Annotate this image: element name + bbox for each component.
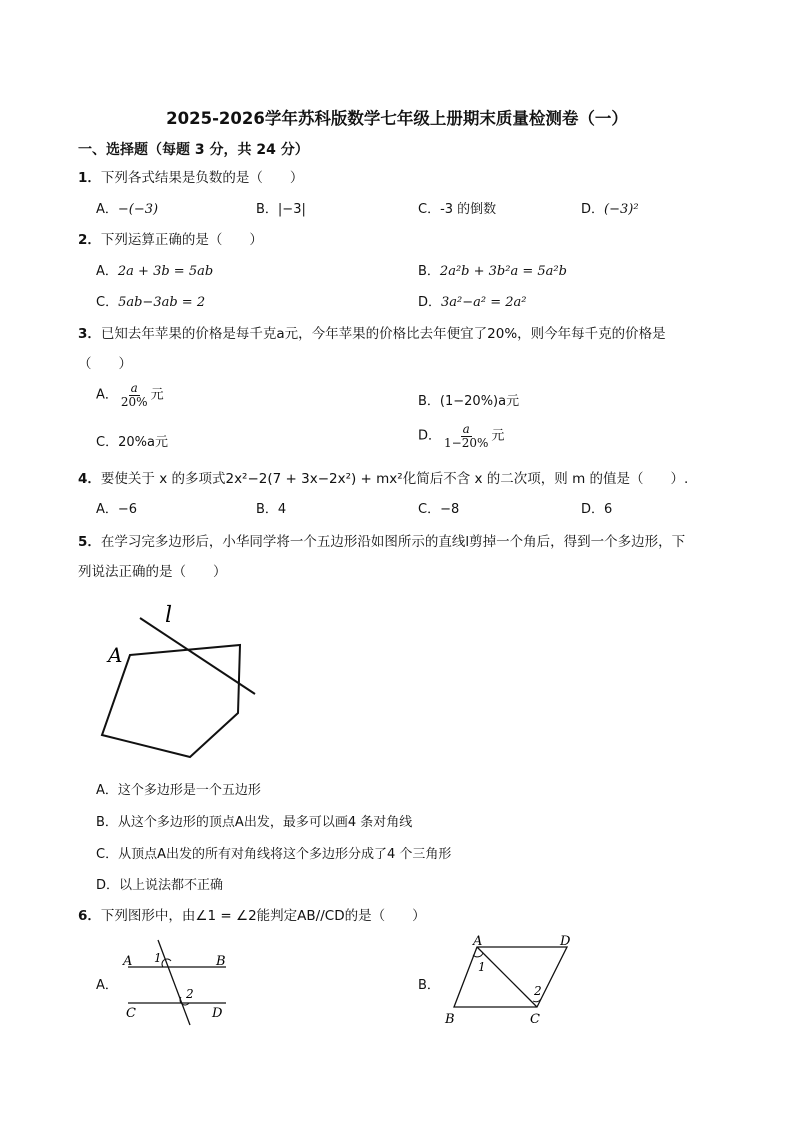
option-d: D．3a²−a² = 2a² bbox=[418, 295, 527, 310]
svg-text:A: A bbox=[123, 954, 133, 969]
svg-text:D: D bbox=[560, 934, 571, 949]
option-d: D． $\frac{a}{1-20\%}$ 元 bbox=[418, 422, 505, 450]
option-b: B．(1−20%)a元 bbox=[418, 394, 520, 409]
option-b: B．|−3| bbox=[256, 202, 306, 217]
question-text: 已知去年苹果的价格是每千克a元，今年苹果的价格比去年便宜了20%，则今年每千克的价格是 bbox=[100, 326, 666, 342]
svg-text:2: 2 bbox=[534, 984, 542, 998]
option-a: A．2a + 3b = 5ab bbox=[96, 264, 214, 279]
option-b: B． bbox=[418, 978, 440, 993]
option-a: A． bbox=[96, 978, 118, 993]
option-c: C．20%a元 bbox=[96, 435, 168, 450]
page-title: 2025-2026学年苏科版数学七年级上册期末质量检测卷（一） bbox=[166, 109, 628, 128]
option-a: A．−6 bbox=[96, 502, 138, 517]
line-label: l bbox=[165, 603, 173, 628]
question-5-continued: 列说法正确的是（ ） bbox=[78, 564, 227, 580]
section-heading: 一、选择题（每题 3 分，共 24 分） bbox=[78, 142, 309, 158]
option-c: C．5ab−3ab = 2 bbox=[96, 295, 206, 310]
question-6 bbox=[78, 904, 426, 924]
question-2 bbox=[78, 228, 263, 248]
svg-text:2: 2 bbox=[186, 987, 194, 1001]
question-4 bbox=[78, 467, 688, 487]
question-number: 6． bbox=[78, 908, 101, 924]
parallelogram-figure bbox=[440, 933, 580, 1028]
svg-text:1: 1 bbox=[154, 951, 162, 965]
option-c: C．从顶点A出发的所有对角线将这个多边形分成了4 个三角形 bbox=[96, 847, 452, 862]
svg-text:1: 1 bbox=[478, 960, 486, 974]
option-c: C．-3 的倒数 bbox=[418, 202, 497, 217]
option-a: A．这个多边形是一个五边形 bbox=[96, 783, 261, 798]
question-1 bbox=[78, 166, 303, 186]
question-number: 5． bbox=[78, 534, 101, 550]
question-number: 3． bbox=[78, 326, 101, 342]
option-d: D．(−3)² bbox=[581, 202, 639, 217]
parallel-lines-figure bbox=[118, 935, 233, 1027]
question-5 bbox=[78, 530, 685, 550]
option-d: D．6 bbox=[581, 502, 613, 517]
svg-text:C: C bbox=[530, 1012, 540, 1027]
pentagon-figure bbox=[95, 600, 265, 765]
svg-text:C: C bbox=[126, 1006, 136, 1021]
svg-text:B: B bbox=[216, 954, 226, 969]
vertex-label: A bbox=[108, 643, 123, 667]
option-d: D．以上说法都不正确 bbox=[96, 878, 224, 893]
question-number: 1． bbox=[78, 170, 101, 186]
option-b: B．从这个多边形的顶点A出发，最多可以画4 条对角线 bbox=[96, 815, 413, 830]
question-text: 下列图形中，由∠1 = ∠2能判定AB//CD的是（ ） bbox=[100, 908, 426, 924]
question-3 bbox=[78, 322, 666, 342]
question-3-continued: （ ） bbox=[78, 356, 132, 372]
question-number: 2． bbox=[78, 232, 101, 248]
option-a: A． $\frac{a}{20\%}$ 元 bbox=[96, 381, 164, 409]
svg-text:B: B bbox=[445, 1012, 455, 1027]
svg-text:D: D bbox=[212, 1006, 223, 1021]
question-text: 下列各式结果是负数的是（ ） bbox=[100, 170, 304, 186]
option-b: B．4 bbox=[256, 502, 287, 517]
question-text: 下列运算正确的是（ ） bbox=[100, 232, 263, 248]
question-text: 在学习完多边形后，小华同学将一个五边形沿如图所示的直线l剪掉一个角后，得到一个多边形，下 bbox=[100, 534, 686, 550]
option-c: C．−8 bbox=[418, 502, 460, 517]
option-a: A．−(−3) bbox=[96, 202, 159, 217]
question-text: 要使关于 x 的多项式2x²−2(7 + 3x−2x²) + mx²化简后不含 x 的二次项，则 m 的值是（ ）. bbox=[100, 471, 689, 487]
fraction: $\frac{a}{20\%}$ bbox=[120, 381, 148, 409]
svg-text:A: A bbox=[473, 934, 483, 949]
fraction: $\frac{a}{1-20\%}$ bbox=[444, 422, 489, 450]
question-number: 4． bbox=[78, 471, 101, 487]
option-b: B．2a²b + 3b²a = 5a²b bbox=[418, 264, 567, 279]
